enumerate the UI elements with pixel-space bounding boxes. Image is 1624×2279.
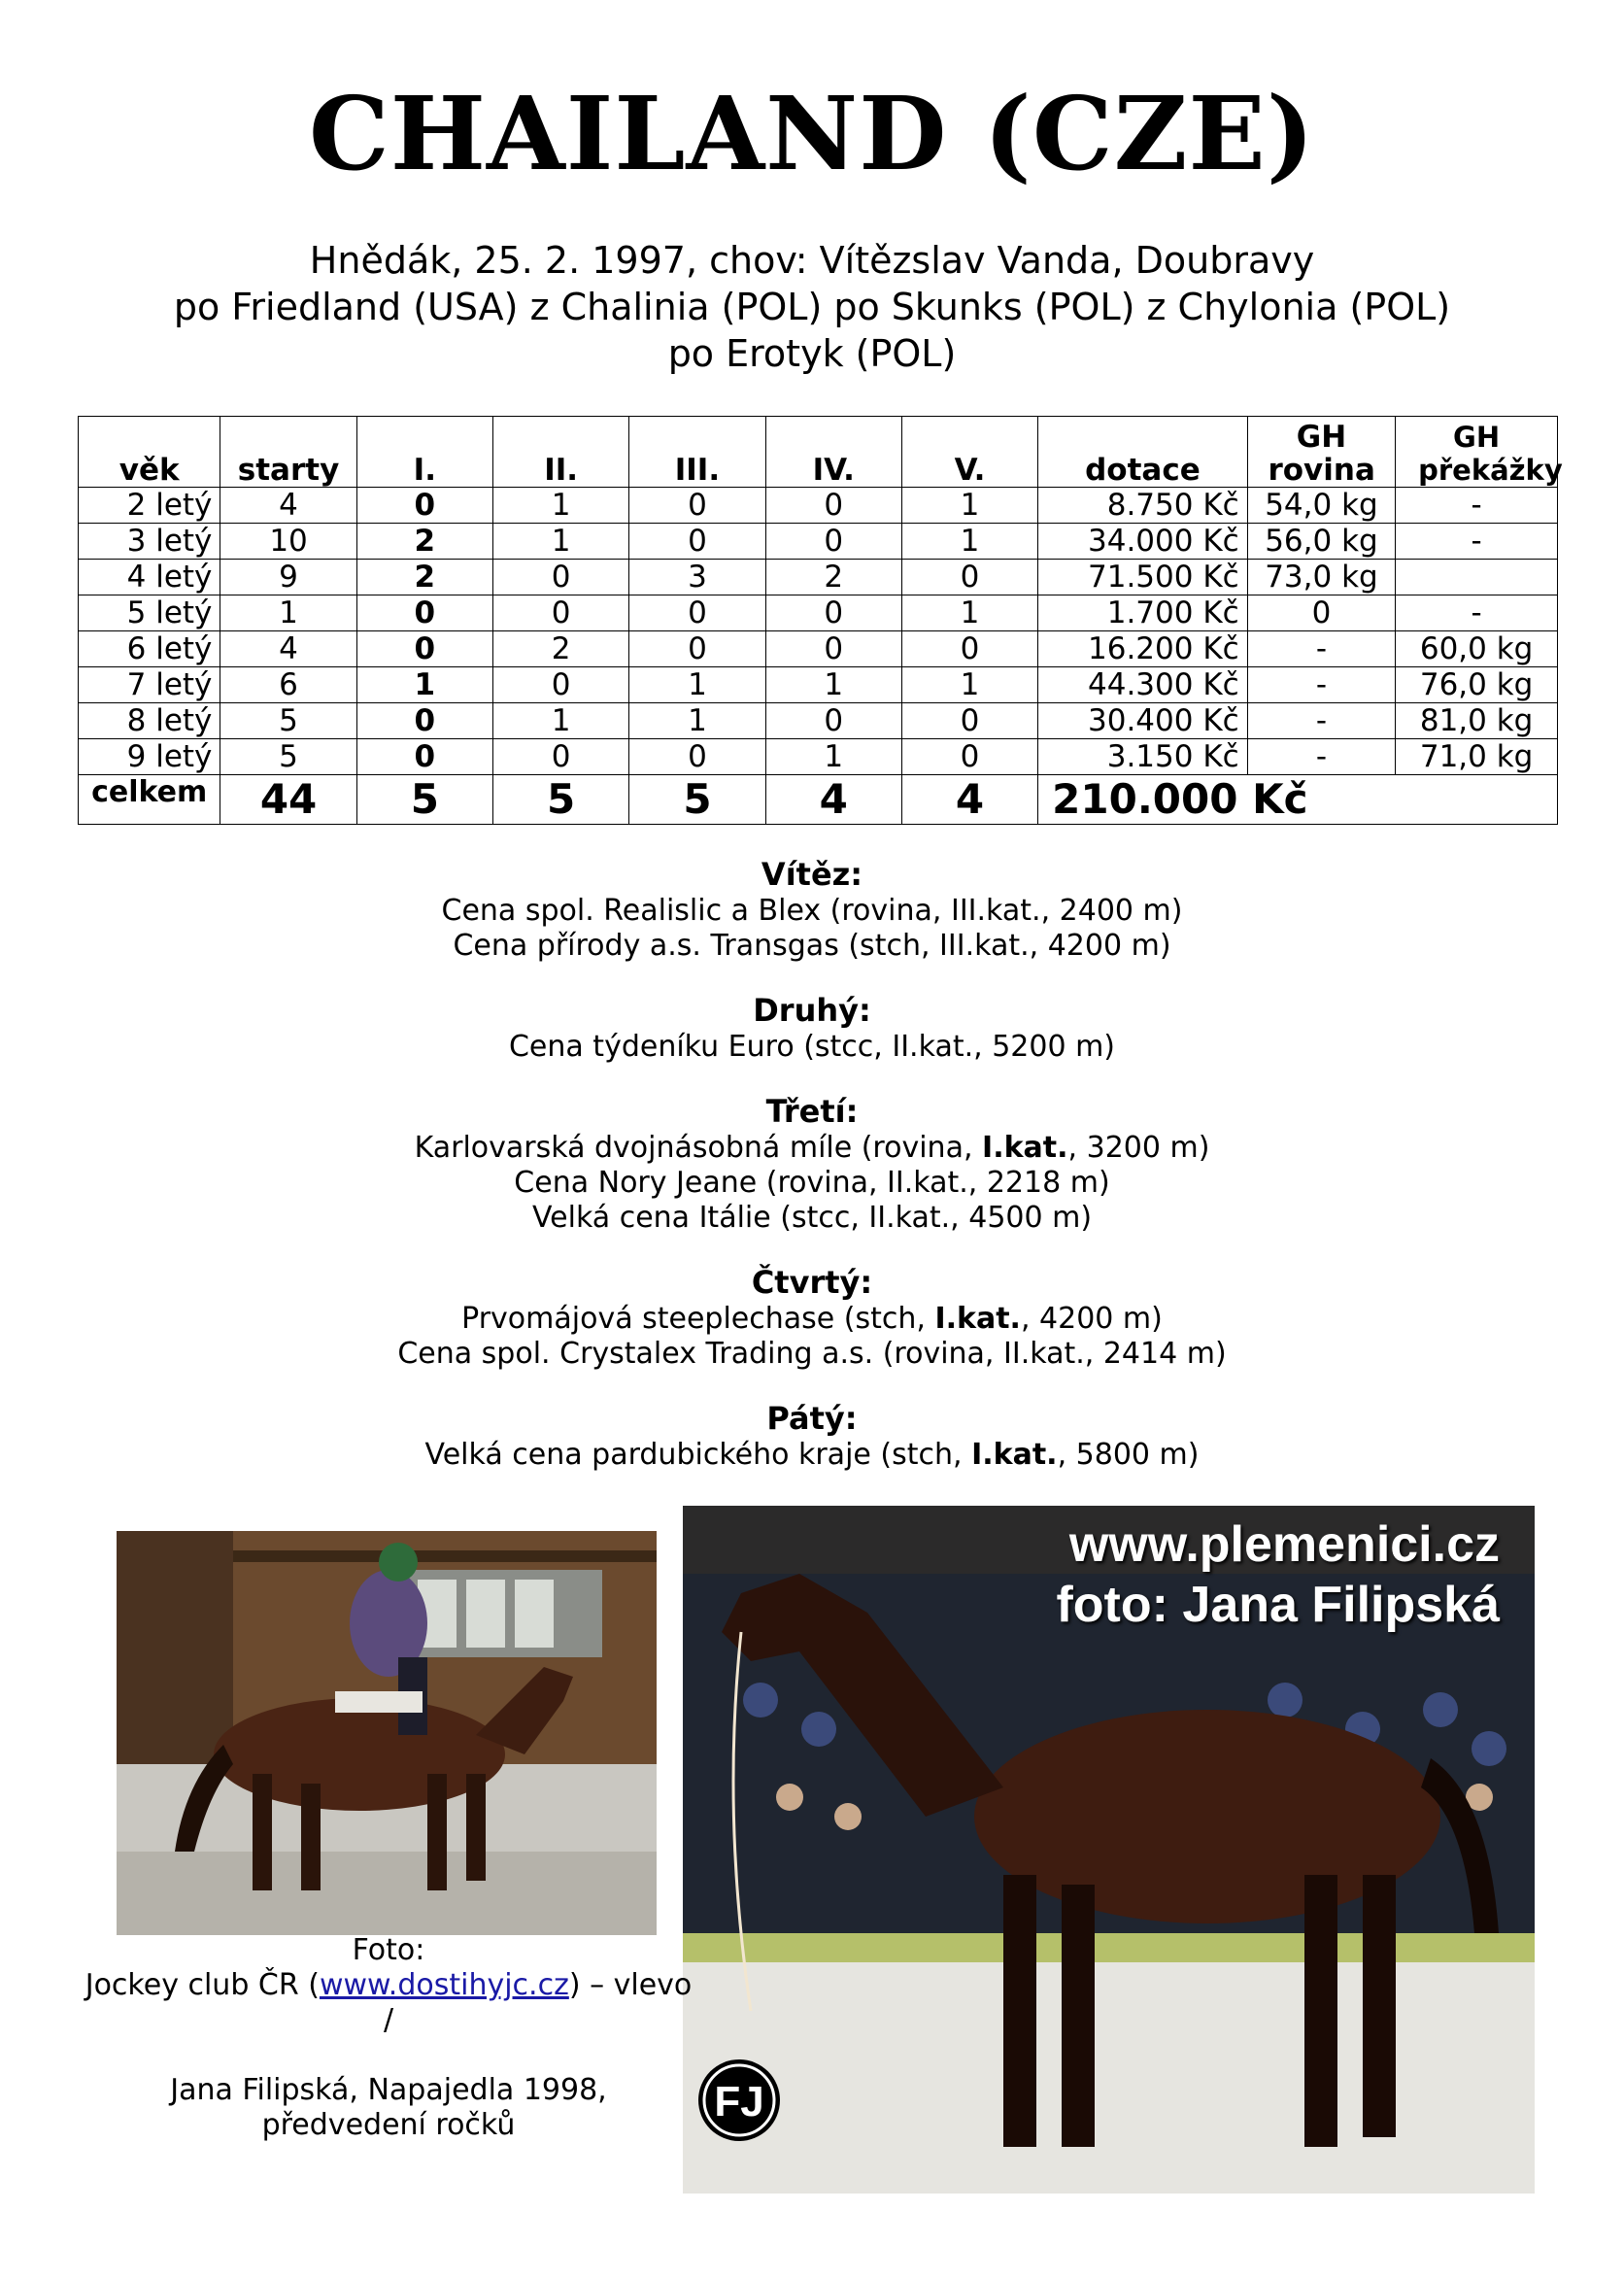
winner-heading: Vítěz: [761,856,863,893]
cell-prize: 44.300 Kč [1038,667,1248,703]
total-label: celkem [79,775,220,825]
cell-gh-flat: 73,0 kg [1247,560,1396,595]
table-row [79,488,1558,524]
cell-fourth: 1 [765,667,901,703]
cell-second: 2 [492,631,628,667]
cell-third: 3 [629,560,765,595]
cell-age: 6 letý [79,631,220,667]
col-header-fifth: V. [901,417,1037,488]
cell-fourth: 0 [765,524,901,560]
cell-starts: 4 [220,631,356,667]
third-heading: Třetí: [765,1093,859,1130]
cell-starts: 6 [220,667,356,703]
cell-age: 3 letý [79,524,220,560]
subtitle-line-1: Hnědák, 25. 2. 1997, chov: Vítězslav Vanda, Doubravy [309,239,1315,282]
cell-gh-flat: 54,0 kg [1247,488,1396,524]
cell-age: 8 letý [79,703,220,739]
cell-fourth: 0 [765,631,901,667]
cell-first: 1 [356,667,492,703]
total-first: 5 [356,775,492,825]
cell-fourth: 0 [765,703,901,739]
cell-age: 9 letý [79,739,220,775]
cell-gh-flat: - [1247,667,1396,703]
caption-line-2: Jockey club ČR (www.dostihyjc.cz) – vlevo / [85,1968,693,2037]
cell-starts: 9 [220,560,356,595]
cell-gh-jumps: 81,0 kg [1396,703,1558,739]
table-row [79,595,1558,631]
second-heading: Druhý: [753,992,871,1029]
cell-third: 1 [629,667,765,703]
cell-age: 4 letý [79,560,220,595]
third-race-2: Cena Nory Jeane (rovina, II.kat., 2218 m) [514,1166,1110,1200]
cell-gh-jumps: - [1396,595,1558,631]
cell-prize: 8.750 Kč [1038,488,1248,524]
photo-yearling-presentation [683,1506,1535,2194]
cell-fifth: 1 [901,488,1037,524]
cell-age: 7 letý [79,667,220,703]
cell-first: 0 [356,703,492,739]
cell-first: 2 [356,560,492,595]
cell-third: 1 [629,703,765,739]
cell-gh-flat: - [1247,631,1396,667]
cell-third: 0 [629,524,765,560]
cell-first: 0 [356,488,492,524]
watermark-photo-credit: foto: Jana Filipská [1056,1577,1500,1633]
horse-rider-illustration [117,1531,657,1935]
fj-logo [698,2059,780,2141]
cell-second: 0 [492,560,628,595]
cell-prize: 34.000 Kč [1038,524,1248,560]
cell-gh-jumps: - [1396,524,1558,560]
caption-line-3: Jana Filipská, Napajedla 1998, [170,2073,607,2107]
winner-race-2: Cena přírody a.s. Transgas (stch, III.kat., 4200 m) [453,929,1171,963]
cell-fifth: 0 [901,739,1037,775]
col-header-starts: starty [220,417,356,488]
col-header-age: věk [79,417,220,488]
caption-line-1: Foto: [352,1933,425,1967]
cell-second: 0 [492,667,628,703]
caption-line-4: předvedení ročků [261,2108,516,2142]
total-starts: 44 [220,775,356,825]
table-row [79,703,1558,739]
third-race-1: Karlovarská dvojnásobná míle (rovina, I.kat., 3200 m) [414,1131,1210,1165]
cell-third: 0 [629,739,765,775]
cell-gh-flat: 0 [1247,595,1396,631]
cell-gh-jumps: 60,0 kg [1396,631,1558,667]
cell-fifth: 1 [901,667,1037,703]
cell-prize: 71.500 Kč [1038,560,1248,595]
cell-prize: 1.700 Kč [1038,595,1248,631]
race-stats-table [78,416,1563,825]
cell-first: 0 [356,631,492,667]
cell-fourth: 2 [765,560,901,595]
cell-fifth: 0 [901,560,1037,595]
cell-second: 0 [492,595,628,631]
fourth-race-1: Prvomájová steeplechase (stch, I.kat., 4200 m) [461,1302,1163,1336]
cell-fourth: 0 [765,488,901,524]
col-header-gh-jumps: GH překážky [1396,417,1558,488]
cell-fourth: 0 [765,595,901,631]
cell-starts: 5 [220,739,356,775]
subtitle-line-2: po Friedland (USA) z Chalinia (POL) po Skunks (POL) z Chylonia (POL) [173,286,1451,328]
col-header-third: III. [629,417,765,488]
cell-gh-jumps: 76,0 kg [1396,667,1558,703]
cell-starts: 5 [220,703,356,739]
cell-gh-flat: - [1247,739,1396,775]
table-header-row [79,417,1558,488]
fourth-race-2: Cena spol. Crystalex Trading a.s. (rovina, II.kat., 2414 m) [397,1337,1227,1371]
col-header-first: I. [356,417,492,488]
table-row [79,739,1558,775]
cell-starts: 10 [220,524,356,560]
total-fifth: 4 [901,775,1037,825]
fifth-race-1: Velká cena pardubického kraje (stch, I.kat., 5800 m) [424,1438,1200,1472]
fourth-heading: Čtvrtý: [751,1264,873,1301]
cell-second: 1 [492,524,628,560]
cell-fifth: 1 [901,524,1037,560]
cell-prize: 3.150 Kč [1038,739,1248,775]
fj-logo-text: FJ [714,2078,764,2126]
table-row [79,667,1558,703]
cell-prize: 30.400 Kč [1038,703,1248,739]
cell-third: 0 [629,631,765,667]
cell-first: 0 [356,739,492,775]
cell-gh-jumps [1396,560,1558,595]
cell-gh-jumps: 71,0 kg [1396,739,1558,775]
cell-age: 5 letý [79,595,220,631]
cell-second: 1 [492,488,628,524]
subtitle-line-3: po Erotyk (POL) [667,332,957,375]
total-second: 5 [492,775,628,825]
cell-fifth: 1 [901,595,1037,631]
table-row [79,560,1558,595]
cell-gh-flat: - [1247,703,1396,739]
total-prize: 210.000 Kč [1038,775,1558,825]
cell-first: 0 [356,595,492,631]
photo-caption [78,1933,699,2143]
photo-horse-with-rider [117,1531,657,1935]
cell-fourth: 1 [765,739,901,775]
cell-age: 2 letý [79,488,220,524]
cell-fifth: 0 [901,703,1037,739]
col-header-second: II. [492,417,628,488]
cell-fifth: 0 [901,631,1037,667]
race-results [0,855,1624,1473]
winner-race-1: Cena spol. Realislic a Blex (rovina, III.kat., 2400 m) [441,894,1183,928]
fifth-heading: Pátý: [766,1400,858,1437]
table-row [79,524,1558,560]
dostihyjc-link[interactable]: www.dostihyjc.cz [319,1968,569,2002]
cell-second: 1 [492,703,628,739]
cell-gh-jumps: - [1396,488,1558,524]
cell-first: 2 [356,524,492,560]
cell-gh-flat: 56,0 kg [1247,524,1396,560]
cell-starts: 4 [220,488,356,524]
third-race-3: Velká cena Itálie (stcc, II.kat., 4500 m) [531,1201,1093,1235]
table-total-row [79,775,1558,825]
col-header-gh-flat: GH rovina [1247,417,1396,488]
cell-prize: 16.200 Kč [1038,631,1248,667]
cell-third: 0 [629,488,765,524]
table-row [79,631,1558,667]
total-fourth: 4 [765,775,901,825]
second-race-1: Cena týdeníku Euro (stcc, II.kat., 5200 m) [508,1030,1116,1064]
total-third: 5 [629,775,765,825]
watermark-site: www.plemenici.cz [1068,1516,1500,1573]
cell-third: 0 [629,595,765,631]
cell-starts: 1 [220,595,356,631]
col-header-fourth: IV. [765,417,901,488]
page-title: CHAILAND (CZE) [308,74,1316,193]
cell-second: 0 [492,739,628,775]
col-header-prize: dotace [1038,417,1248,488]
